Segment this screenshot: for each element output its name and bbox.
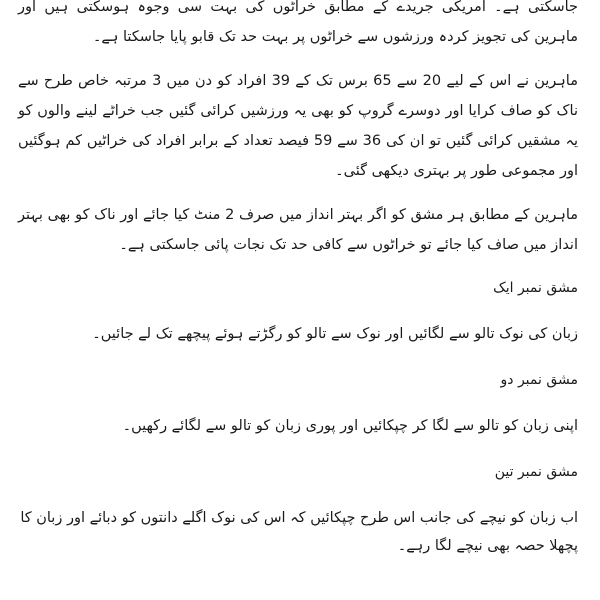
exercise-1-text: زبان کی نوک تالو سے لگائیں اور نوک سے تالو کو رگڑتے ہوئے پیچھے تک لے جائیں۔ <box>92 326 578 342</box>
exercise-1-title: مشق نمبر ایک <box>493 280 578 296</box>
paragraph-advice: ماہرین کے مطابق ہر مشق کو اگر بہتر انداز میں صرف 2 منٹ کیا جائے اور ناک کو بھی بہتر انداز میں صاف کیا جائے تو خراٹوں سے کافی حد تک نجات پائی جاسکتی ہے۔ <box>18 207 578 253</box>
exercise-3-title: مشق نمبر تین <box>494 464 578 480</box>
exercise-2-text: اپنی زبان کو تالو سے لگا کر چپکائیں اور پوری زبان کو تالو سے لگائے رکھیں۔ <box>122 418 578 434</box>
paragraph-intro: جاسکتی ہے۔ امریکی جریدے کے مطابق خراٹوں کی بہت سی وجوہ ہوسکتی ہیں اور ماہرین کی تجویز کردہ ورزشوں سے خراٹوں پر بہت حد تک قابو پایا جاسکتا ہے۔ <box>18 0 578 45</box>
exercise-2-title: مشق نمبر دو <box>500 372 578 388</box>
exercise-3-text: اب زبان کو نیچے کی جانب اس طرح چپکائیں کہ اس کی نوک اگلے دانتوں کو دبائے اور زبان کا پچھلا حصہ بھی نیچے لگا رہے۔ <box>20 510 578 554</box>
paragraph-study: ماہرین نے اس کے لیے 20 سے 65 برس تک کے 39 افراد کو دن میں 3 مرتبہ خاص طرح سے ناک کو صاف کرایا اور دوسرے گروپ کو بھی یہ ورزشیں کرائی گئیں جب خراٹے لینے والوں کو یہ مشقیں کرائی گئیں تو ان کی 36 سے 59 فیصد تعداد کے برابر افراد کی خراٹیں کم ہوگئیں اور مجموعی طور پر بہتری دیکھی گئی۔ <box>18 73 578 179</box>
